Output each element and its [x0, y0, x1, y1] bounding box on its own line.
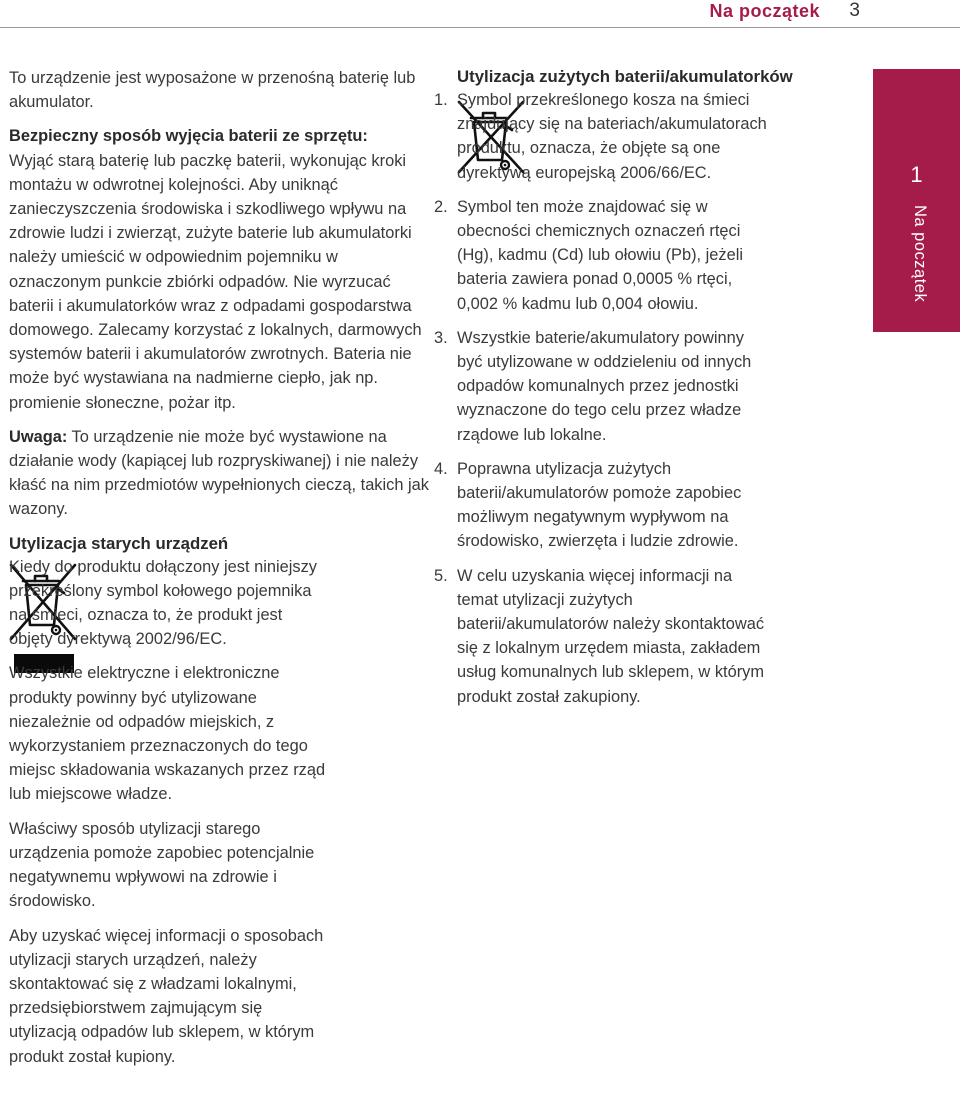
header-section-title: Na początek: [709, 1, 820, 21]
batteries-heading: Utylizacja zużytych baterii/akumulatorków: [457, 67, 793, 86]
old-devices-section: [9, 555, 429, 1069]
chapter-label: Na początek: [911, 205, 929, 303]
old-devices-heading: Utylizacja starych urządzeń: [9, 533, 229, 553]
intro-paragraph: To urządzenie jest wyposażone w przenośną baterię lub akumulator.: [9, 69, 416, 112]
list-item: Kiedy do produktu dołączony jest niniejszy przekreślony symbol kołowego pojemnika na śmieci, oznacza to, że produkt jest objęty dyrektywą 2002/96/EC.: [9, 557, 317, 649]
list-item: 1. Symbol przekreślonego kosza na śmieci znajdujący się na bateriach/akumulatorach produktu, oznacza, że objęte są one dyrektywą europejską 2006/66/EC.: [434, 91, 767, 182]
warning-label: Uwaga:: [9, 427, 68, 446]
battery-removal-text: Wyjąć starą baterię lub paczkę baterii, wykonując kroki montażu w odwrotnej kolejności. Aby uniknąć zanieczyszczenia środowiska i szkodliwego wpływu na zdrowie ludzi i zwierząt, zużyte baterie lub akumulatorki należy umieścić w odpowiednim pojemniku w oznaczonym punkcie zbiórki odpadów. Nie wyrzucać baterii i akumulatorków wraz z odpadami gospodarstwa domowego. Zalecamy korzystać z lokalnych, darmowych systemów baterii i akumulatorów zwrotnych. Bateria nie może być wystawiana na nadmierne ciepło, jak np. promienie słoneczne, pożar itp.: [9, 151, 422, 412]
page-number: 3: [849, 0, 860, 21]
warning-text: To urządzenie nie może być wystawione na działanie wody (kapiącej lub rozpryskiwanej) i nie należy kłaść na nim przedmiotów wypełnionych cieczą, takich jak wazony.: [9, 427, 429, 519]
list-item: 4. Poprawna utylizacja zużytych baterii/akumulatorów pomoże zapobiec możliwym negatywnym wypływom na środowisko, zwierzęta i ludzie zdrowie.: [434, 459, 742, 551]
battery-removal-heading: Bezpieczny sposób wyjęcia baterii ze sprzętu:: [9, 127, 368, 146]
list-item: 3. Wszystkie baterie/akumulatory powinny być utylizowane w oddzieleniu od innych odpadów komunalnych przez jednostki wyznaczone do tego celu przez władze rządowe lub lokalne.: [434, 328, 752, 444]
old-devices-list: [9, 555, 329, 1069]
chapter-number: 1: [910, 162, 923, 187]
list-item: Właściwy sposób utylizacji starego urządzenia pomoże zapobiec potencjalnie negatywnemu wpływowi na zdrowie i środowisko.: [9, 819, 315, 911]
list-item: 5. W celu uzyskania więcej informacji na temat utylizacji zużytych baterii/akumulatorów należy skontaktować się z lokalnym urzędem miasta, zakładem usług komunalnych lub sklepem, w którym produkt został zakupiony.: [434, 566, 765, 706]
list-item: Wszystkie elektryczne i elektroniczne produkty powinny być utylizowane niezależnie od odpadów miejskich, z wykorzystaniem przeznaczonych do tego miejsc składowania wskazanych przez rząd lub miejscowe władze.: [9, 664, 326, 804]
chapter-side-tab: [873, 69, 960, 332]
batteries-section: [434, 88, 877, 709]
list-item: 2. Symbol ten może znajdować się w obecności chemicznych oznaczeń rtęci (Hg), kadmu (Cd) lub ołowiu (Pb), jeżeli bateria zawiera ponad 0,0005 % rtęci, 0,002 % kadmu lub 0,004 ołowiu.: [434, 197, 744, 313]
warning-paragraph: [9, 425, 429, 522]
header-rule: [0, 27, 960, 28]
list-item: Aby uzyskać więcej informacji o sposobach utylizacji starych urządzeń, należy skontaktować się z władzami lokalnymi, przedsiębiorstwem zajmującym się utylizacją odpadów lub sklepem, w którym produkt został kupiony.: [9, 926, 324, 1066]
batteries-list: [434, 88, 773, 709]
left-column: [9, 66, 429, 1079]
right-column: [434, 66, 877, 719]
